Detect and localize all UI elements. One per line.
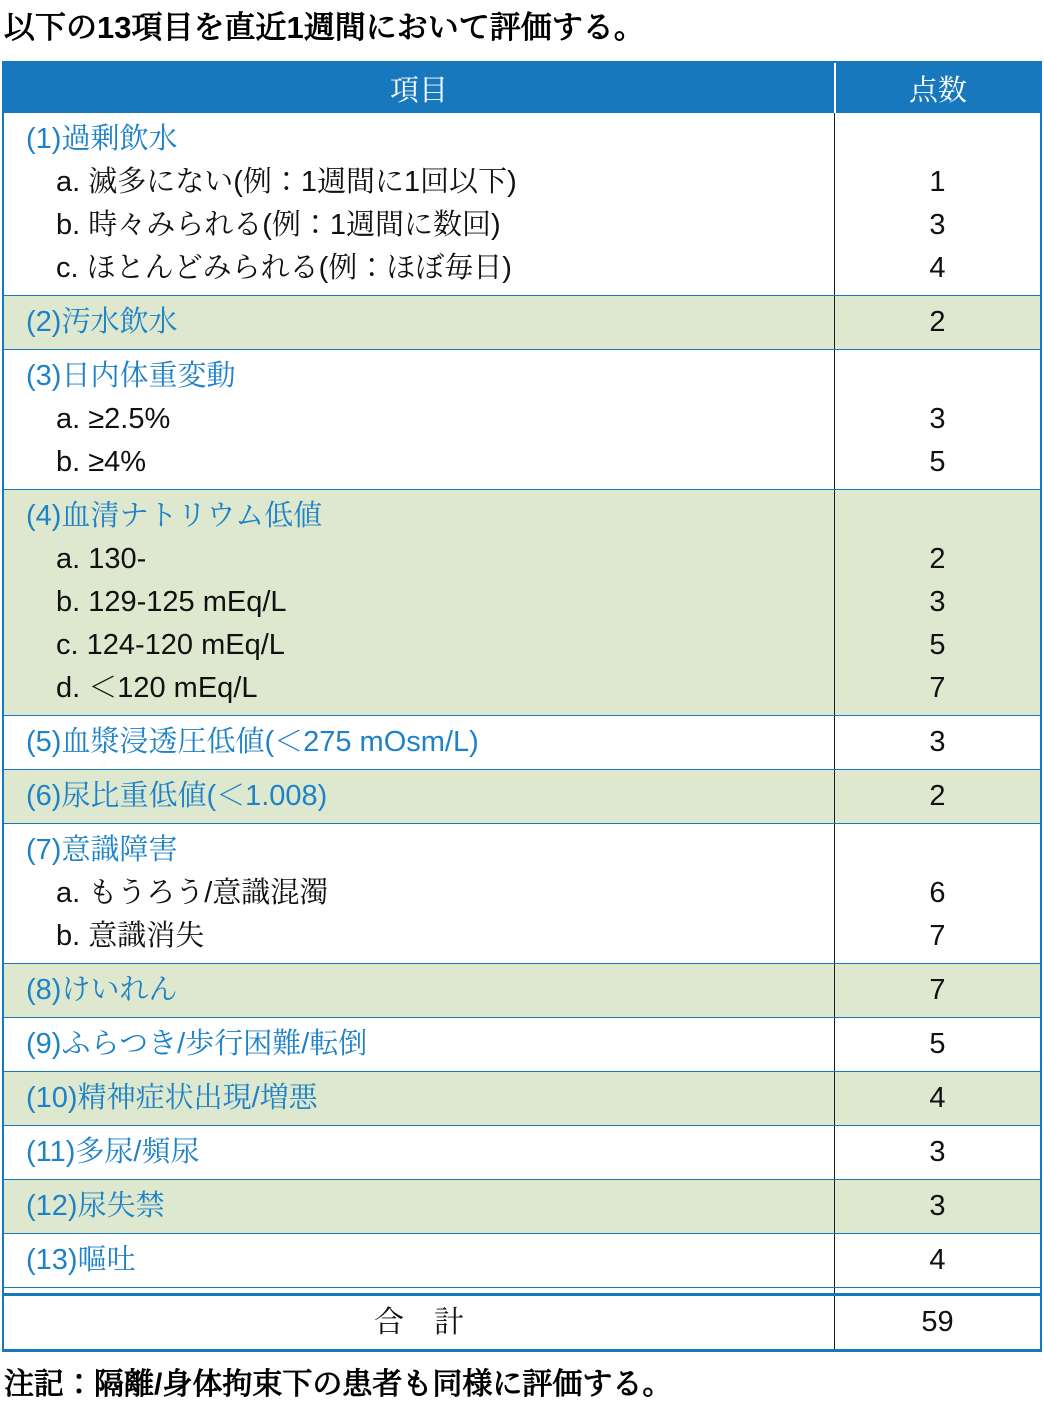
total-score: 59 <box>921 1306 954 1338</box>
table-row <box>4 1017 1040 1071</box>
column-header-score: 点数 <box>834 63 1040 113</box>
item-cell <box>4 490 834 715</box>
subitem-label: a. 130- <box>56 543 147 575</box>
footnote: 注記：隔離/身体拘束下の患者も同様に評価する。 <box>4 1368 673 1401</box>
table-row <box>4 1233 1040 1287</box>
item-score <box>835 829 1040 872</box>
item-cell <box>4 1234 834 1287</box>
table-row <box>4 769 1040 823</box>
total-row <box>4 1296 1040 1349</box>
subitem-score: 5 <box>929 446 946 478</box>
score-cell <box>834 964 1040 1017</box>
score-cell <box>834 824 1040 963</box>
subitem-label: b. ≥4% <box>56 446 147 478</box>
subitem-score: 2 <box>929 543 946 575</box>
item-score: 2 <box>929 780 946 812</box>
subitem-score: 6 <box>929 877 946 909</box>
item-cell <box>4 1072 834 1125</box>
subitem-label: d. ＜120 mEq/L <box>56 672 258 704</box>
score-cell <box>834 1234 1040 1287</box>
subitem-score: 3 <box>929 403 946 435</box>
item-label: (3)日内体重変動 <box>26 360 236 392</box>
total-score-cell <box>834 1296 1040 1349</box>
item-score: 3 <box>929 1136 946 1168</box>
item-score <box>835 355 1040 398</box>
item-cell <box>4 964 834 1017</box>
item-score: 4 <box>929 1244 946 1276</box>
subitem-score: 3 <box>929 209 946 241</box>
subitem-label: b. 意識消失 <box>56 920 205 952</box>
item-cell <box>4 1126 834 1179</box>
page-title: 以下の13項目を直近1週間において評価する。 <box>4 10 645 45</box>
item-cell <box>4 1018 834 1071</box>
item-label: (9)ふらつき/歩行困難/転倒 <box>26 1028 368 1060</box>
item-label: (2)汚水飲水 <box>26 306 178 338</box>
table-row <box>4 113 1040 295</box>
item-label: (11)多尿/頻尿 <box>26 1136 200 1168</box>
item-label: (1)過剰飲水 <box>26 123 178 155</box>
item-score: 7 <box>929 974 946 1006</box>
score-cell <box>834 770 1040 823</box>
subitem-score: 3 <box>929 586 946 618</box>
table-row <box>4 1071 1040 1125</box>
score-cell <box>834 350 1040 489</box>
subitem-label: a. 滅多にない(例：1週間に1回以下) <box>56 166 517 198</box>
score-cell <box>834 296 1040 349</box>
item-score <box>835 495 1040 538</box>
score-cell <box>834 1072 1040 1125</box>
subitem-score: 1 <box>929 166 946 198</box>
item-label: (8)けいれん <box>26 974 178 1006</box>
subitem-score: 7 <box>929 672 946 704</box>
score-cell <box>834 490 1040 715</box>
score-cell <box>834 1126 1040 1179</box>
subitem-score: 5 <box>929 629 946 661</box>
item-cell <box>4 1180 834 1233</box>
score-cell <box>834 1018 1040 1071</box>
total-divider-left <box>4 1288 834 1293</box>
subitem-label: b. 129-125 mEq/L <box>56 586 287 618</box>
item-label: (5)血漿浸透圧低値(＜275 mOsm/L) <box>26 726 479 758</box>
table-body <box>4 113 1040 1287</box>
subitem-label: c. ほとんどみられる(例：ほぼ毎日) <box>56 252 512 284</box>
subitem-score: 4 <box>929 252 946 284</box>
total-label: 合 計 <box>374 1306 464 1339</box>
score-cell <box>834 716 1040 769</box>
item-score <box>835 118 1040 161</box>
table-row <box>4 295 1040 349</box>
assessment-table <box>2 61 1042 1352</box>
score-cell <box>834 113 1040 295</box>
item-score: 3 <box>929 1190 946 1222</box>
item-score: 5 <box>929 1028 946 1060</box>
table-row <box>4 1125 1040 1179</box>
subitem-label: a. ≥2.5% <box>56 403 171 435</box>
subitem-score: 7 <box>929 920 946 952</box>
item-cell <box>4 716 834 769</box>
item-label: (12)尿失禁 <box>26 1190 165 1222</box>
item-cell <box>4 113 834 295</box>
item-score: 2 <box>929 306 946 338</box>
item-label: (4)血清ナトリウム低値 <box>26 500 323 532</box>
table-header-row <box>4 63 1040 113</box>
item-label: (13)嘔吐 <box>26 1244 136 1276</box>
subitem-label: c. 124-120 mEq/L <box>56 629 285 661</box>
subitem-label: a. もうろう/意識混濁 <box>56 877 329 909</box>
table-row <box>4 1179 1040 1233</box>
item-cell <box>4 350 834 489</box>
total-divider-right <box>834 1288 1040 1293</box>
item-label: (6)尿比重低値(＜1.008) <box>26 780 328 812</box>
item-label: (10)精神症状出現/増悪 <box>26 1082 318 1114</box>
item-score: 3 <box>929 726 946 758</box>
item-label: (7)意識障害 <box>26 834 178 866</box>
total-divider <box>4 1287 1040 1296</box>
subitem-label: b. 時々みられる(例：1週間に数回) <box>56 209 501 241</box>
table-row <box>4 963 1040 1017</box>
table-row <box>4 715 1040 769</box>
item-cell <box>4 824 834 963</box>
table-row <box>4 823 1040 963</box>
column-header-item: 項目 <box>389 74 448 107</box>
table-row <box>4 489 1040 715</box>
score-cell <box>834 1180 1040 1233</box>
item-score: 4 <box>929 1082 946 1114</box>
item-cell <box>4 770 834 823</box>
item-cell <box>4 296 834 349</box>
table-row <box>4 349 1040 489</box>
